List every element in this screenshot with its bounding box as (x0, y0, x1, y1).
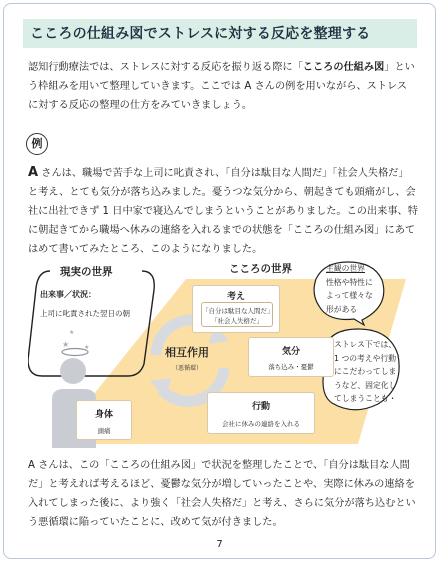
body-card (76, 400, 132, 440)
intro-paragraph (28, 58, 416, 115)
thought-line-1: 「自分は駄目な人間だ」 (202, 307, 274, 315)
mood-card (248, 337, 334, 377)
bubble-subjective-text (326, 262, 373, 316)
mind-world-label: こころの世界 (229, 263, 292, 275)
bubble-line: ストレス下では、 (334, 340, 397, 349)
outro-paragraph: A さんは、この「こころの仕組み図」で状況を整理したことで、「自分は駄目な人間だ」と考えれば考えるほど、憂鬱な気分が増していったことや、実際に休みの連絡を入れてしまった後に、より強く「社会人失格だ」と考え、さらに気分が落ち込むという悪循環に陥っていたことに、改めて気が付きました。 (28, 460, 416, 528)
mood-title: 気分 (281, 347, 300, 357)
case-lead-letter: A (28, 165, 39, 180)
dizzy-star-icon: ★ (62, 340, 70, 349)
action-card (207, 392, 315, 434)
intro-text-2: 」という枠組みを用いて整理していきます。ここでは A さんの例を用いながら、ストレスに対する反応の整理の仕方をみていきましょう。 (28, 62, 415, 111)
heart-mechanism-diagram (28, 258, 418, 450)
case-paragraph (28, 163, 418, 259)
page-title: こころの仕組み図でストレスに対する反応を整理する (30, 26, 371, 42)
action-title: 行動 (251, 402, 270, 412)
bubble-line: 性格や特性に (326, 277, 373, 287)
interaction-title: 相互作用 (165, 346, 209, 359)
thought-card (192, 285, 280, 333)
bubble-line: 1 つの考えや行動 (334, 353, 397, 363)
thought-line-2: 「社会人失格だ」 (211, 317, 263, 325)
event-label: 出来事／状況： (40, 290, 96, 299)
mood-value: 落ち込み・憂鬱 (268, 363, 314, 371)
body-title: 身体 (94, 410, 113, 420)
interaction-sub: （悪循環） (171, 365, 202, 372)
real-world-label: 現実の世界 (60, 266, 113, 278)
dizzy-star-icon: ★ (69, 329, 75, 336)
action-value: 会社に休みの連絡を入れる (222, 420, 300, 428)
event-value: 上司に叱責された翌日の朝 (40, 309, 130, 318)
case-text: さんは、職場で苦手な上司に叱責され、「自分は駄目な人間だ」「社会人失格だ」と考え、とても気分が落ち込みました。憂うつな気分から、朝起きても頭痛がし、会社に出社できず 1 日中家で寝込んでしまうということがありました。この出来事、特に朝起きてから職場へ休みの連絡を入れるまでの状態を「こころの仕組み図」にあてはめて書いてみたところ、このようになりました。 (28, 168, 418, 255)
intro-emphasis: こころの仕組み図 (302, 62, 385, 73)
bubble-line: よって様々な (326, 291, 373, 300)
thought-title: 考え (226, 292, 245, 302)
bubble-line: うなど、固定化し (334, 380, 397, 390)
thought-quote-box (201, 302, 273, 327)
dizzy-star-icon: ★ (84, 344, 90, 351)
bubble-line: 形がある (326, 304, 358, 314)
intro-text-1: 認知行動療法では、ストレスに対する反応を振り返る際に「 (28, 62, 303, 73)
bubble-stress-text (334, 338, 396, 406)
interaction-label (156, 344, 218, 372)
bubble-line: にこだわってしま (334, 367, 397, 376)
example-badge: 例 (26, 133, 48, 155)
body-value: 頭痛 (97, 427, 111, 435)
bubble-line: てしまうことも・ (334, 394, 397, 403)
bubble-line: 主観の世界 (326, 264, 365, 273)
page-number: 7 (216, 539, 223, 550)
event-box (33, 278, 151, 340)
